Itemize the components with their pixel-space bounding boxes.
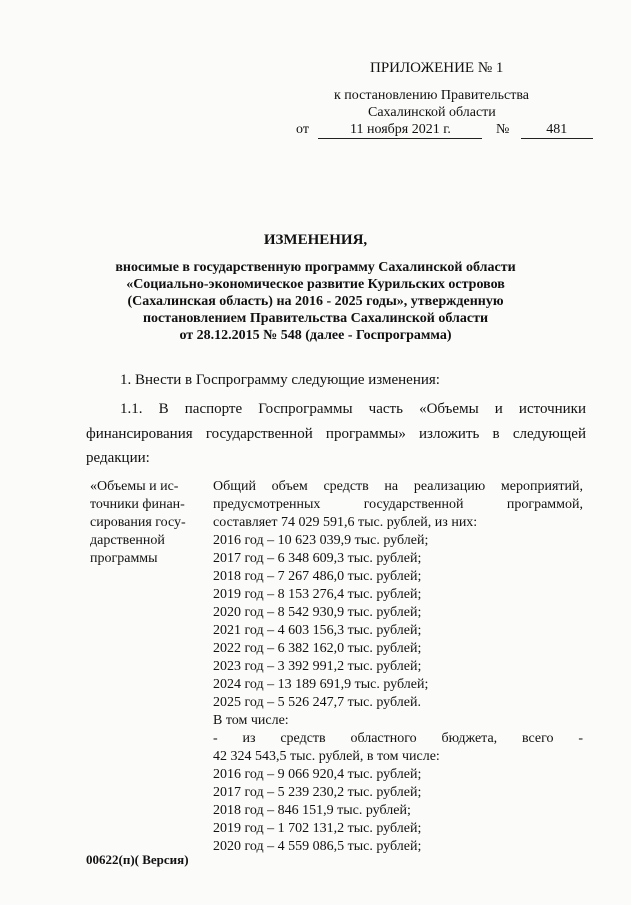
appendix-title: ПРИЛОЖЕНИЕ № 1	[370, 60, 504, 76]
item-1-1-line-1: 1.1. В паспорте Госпрограммы часть «Объемы и источники	[120, 401, 586, 417]
intro-line-3: составляет 74 029 591,6 тыс. рублей, из них:	[213, 515, 478, 530]
item-1: 1. Внести в Госпрограмму следующие изменения:	[120, 372, 440, 388]
heading-line-1: вносимые в государственную программу Сахалинской области	[115, 260, 516, 275]
regional-year-2016: 2016 год – 9 066 920,4 тыс. рублей;	[213, 767, 422, 782]
number-sign: №	[495, 122, 510, 137]
total-year-2022: 2022 год – 6 382 162,0 тыс. рублей;	[213, 641, 422, 656]
regional-year-2019: 2019 год – 1 702 131,2 тыс. рублей;	[213, 821, 422, 836]
heading-line-2: «Социально-экономическое развитие Курильских островов	[126, 277, 505, 292]
regional-line-2: 42 324 543,5 тыс. рублей, в том числе:	[213, 749, 440, 764]
left-line-3: сирования госу-	[90, 515, 186, 530]
intro-line-2: предусмотренных государственной программой,	[213, 497, 583, 512]
left-line-4: дарственной	[90, 533, 165, 548]
heading-line-4: постановлением Правительства Сахалинской области	[142, 311, 489, 326]
appendix-date-line	[296, 122, 593, 139]
total-year-2018: 2018 год – 7 267 486,0 тыс. рублей;	[213, 569, 422, 584]
table-left-cell	[90, 478, 186, 568]
appendix-resolution: к постановлению Правительства	[334, 88, 530, 103]
total-year-2024: 2024 год – 13 189 691,9 тыс. рублей;	[213, 677, 429, 692]
resolution-number: 481	[521, 122, 593, 139]
total-year-2019: 2019 год – 8 153 276,4 тыс. рублей;	[213, 587, 422, 602]
left-line-2: точники финан-	[90, 497, 185, 512]
regional-year-2018: 2018 год – 846 151,9 тыс. рублей;	[213, 803, 411, 818]
regional-year-2017: 2017 год – 5 239 230,2 тыс. рублей;	[213, 785, 422, 800]
appendix-region: Сахалинской области	[368, 105, 496, 120]
total-year-2021: 2021 год – 4 603 156,3 тыс. рублей;	[213, 623, 422, 638]
date-prefix: от	[296, 122, 309, 137]
regional-line-1: - из средств областного бюджета, всего -	[213, 731, 583, 746]
regional-year-2020: 2020 год – 4 559 086,5 тыс. рублей;	[213, 839, 422, 854]
heading-line-5: от 28.12.2015 № 548 (далее - Госпрограмма)	[179, 328, 452, 343]
total-year-2023: 2023 год – 3 392 991,2 тыс. рублей;	[213, 659, 422, 674]
document-code: 00622(п)( Версия)	[86, 852, 189, 867]
item-1-1-line-3: редакции:	[86, 450, 150, 466]
changes-title: ИЗМЕНЕНИЯ,	[263, 232, 368, 248]
left-line-1: «Объемы и ис-	[90, 479, 179, 494]
including-label: В том числе:	[213, 713, 289, 728]
total-year-2025: 2025 год – 5 526 247,7 тыс. рублей.	[213, 695, 421, 710]
left-line-5: программы	[90, 551, 158, 566]
heading-line-3: (Сахалинская область) на 2016 - 2025 годы», утвержденную	[127, 294, 504, 309]
table-right-cell	[213, 478, 583, 856]
item-1-1-line-2: финансирования государственной программы» изложить в следующей	[86, 426, 586, 442]
total-year-2017: 2017 год – 6 348 609,3 тыс. рублей;	[213, 551, 422, 566]
resolution-date: 11 ноября 2021 г.	[318, 122, 482, 139]
total-year-2020: 2020 год – 8 542 930,9 тыс. рублей;	[213, 605, 422, 620]
intro-line-1: Общий объем средств на реализацию мероприятий,	[213, 479, 583, 494]
total-year-2016: 2016 год – 10 623 039,9 тыс. рублей;	[213, 533, 429, 548]
